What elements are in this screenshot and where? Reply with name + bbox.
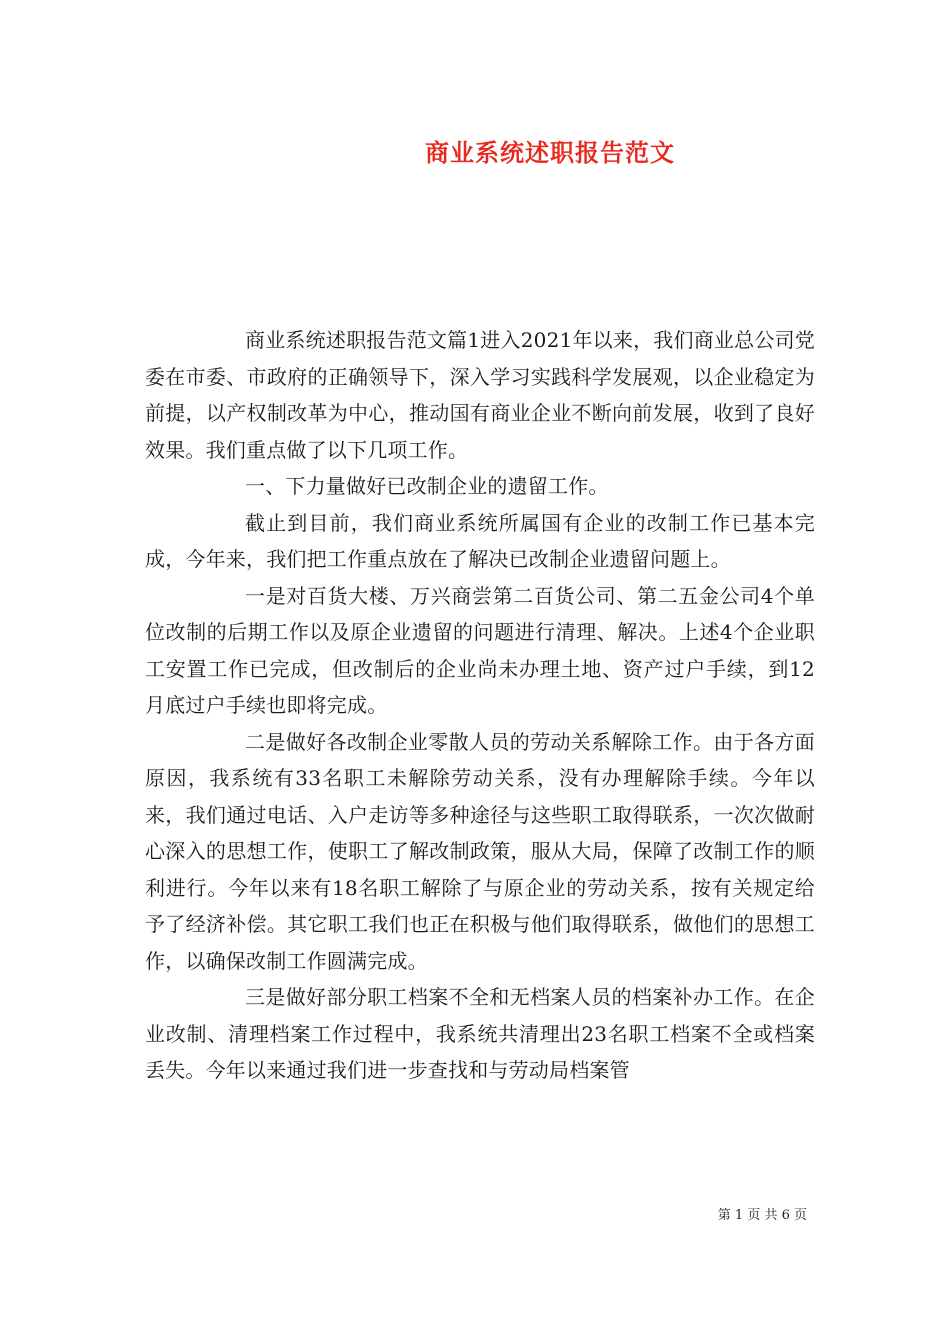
paragraph-item-1: 一是对百货大楼、万兴商尝第二百货公司、第二五金公司4个单位改制的后期工作以及原企业遗留的问题进行清理、解决。上述4个企业职工安置工作已完成，但改制后的企业尚未办理土地、资产过户手续，到12月底过户手续也即将完成。 bbox=[145, 583, 815, 717]
paragraph-progress: 截止到目前，我们商业系统所属国有企业的改制工作已基本完成，今年来，我们把工作重点放在了解决已改制企业遗留问题上。 bbox=[145, 510, 815, 571]
document-body bbox=[145, 322, 815, 1089]
paragraph-item-3: 三是做好部分职工档案不全和无档案人员的档案补办工作。在企业改制、清理档案工作过程中，我系统共清理出23名职工档案不全或档案丢失。今年以来通过我们进一步查找和与劳动局档案管 bbox=[145, 985, 815, 1082]
document-title: 商业系统述职报告范文 bbox=[425, 138, 675, 167]
paragraph-heading-1: 一、下力量做好已改制企业的遗留工作。 bbox=[245, 474, 609, 498]
page-number-footer: 第 1 页 共 6 页 bbox=[717, 1208, 807, 1223]
paragraph-item-2: 二是做好各改制企业零散人员的劳动关系解除工作。由于各方面原因，我系统有33名职工未解除劳动关系，没有办理解除手续。今年以来，我们通过电话、入户走访等多种途径与这些职工取得联系，一次次做耐心深入的思想工作，使职工了解改制政策，服从大局，保障了改制工作的顺利进行。今年以来有18名职工解除了与原企业的劳动关系，按有关规定给予了经济补偿。其它职工我们也正在积极与他们取得联系，做他们的思想工作，以确保改制工作圆满完成。 bbox=[145, 729, 815, 973]
paragraph-intro: 商业系统述职报告范文篇1进入2021年以来，我们商业总公司党委在市委、市政府的正确领导下，深入学习实践科学发展观，以企业稳定为前提，以产权制改革为中心，推动国有商业企业不断向前发展，收到了良好效果。我们重点做了以下几项工作。 bbox=[145, 328, 815, 462]
